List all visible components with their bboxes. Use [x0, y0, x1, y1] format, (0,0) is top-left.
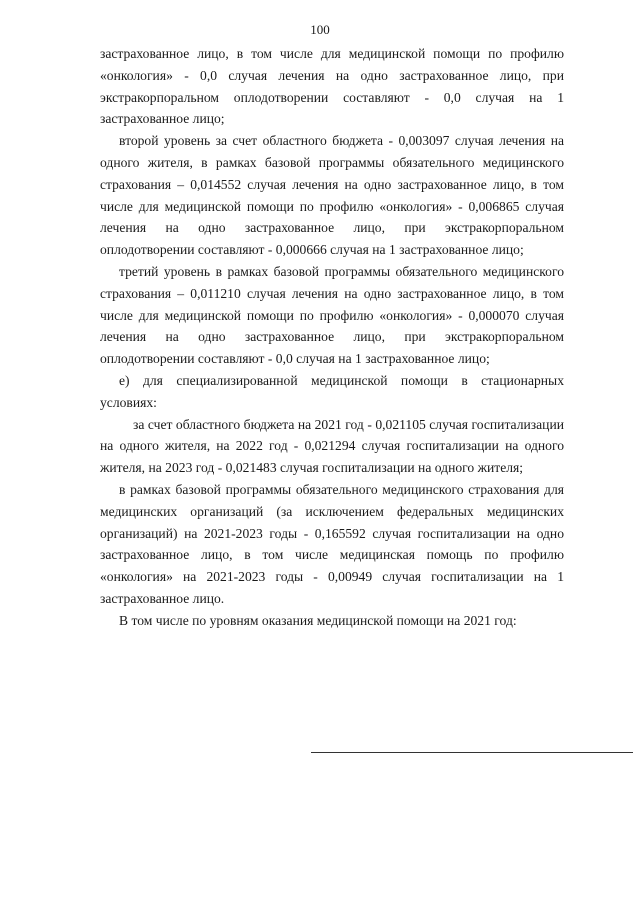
footnote-separator-line [311, 752, 633, 753]
paragraph-base-program: в рамках базовой программы обязательного медицинского страхования для медицинских организаций (за исключением федеральных медицинских организаций) на 2021-2023 годы - 0,165592 случая госпитализации на одно застрахованное лицо, в том числе медицинская помощь по профилю «онкология» на 2021-2023 годы - 0,00949 случая госпитализации на 1 застрахованное лицо. [100, 481, 564, 606]
paragraph-by-levels: В том числе по уровням оказания медицинской помощи на 2021 год: [119, 612, 517, 628]
paragraph-continuation: застрахованное лицо, в том числе для медицинской помощи по профилю «онкология» - 0,0 случая лечения на одно застрахованное лицо, при экстракорпоральном оплодотворении составляют - 0,0 случая на 1 застрахованное лицо; [100, 46, 564, 127]
paragraph-item-e: е) для специализированной медицинской помощи в стационарных условиях: [100, 372, 564, 410]
paragraph-third-level: третий уровень в рамках базовой программы обязательного медицинского страхования – 0,011210 случая лечения на одно застрахованное лицо, в том числе для медицинской помощи по профилю «онкология» - 0,000070 случая лечения на одно застрахованное лицо, при экстракорпоральном оплодотворении составляют - 0,0 случая на 1 застрахованное лицо; [100, 263, 564, 367]
document-body [100, 43, 564, 632]
page-number: 100 [310, 22, 330, 37]
paragraph-regional-budget: за счет областного бюджета на 2021 год - 0,021105 случая госпитализации на одного жителя, на 2022 год - 0,021294 случая госпитализации на одного жителя, на 2023 год - 0,021483 случая госпитализации на одного жителя; [100, 416, 564, 476]
paragraph-second-level: второй уровень за счет областного бюджета - 0,003097 случая лечения на одного жителя, в рамках базовой программы обязательного медицинского страхования – 0,014552 случая лечения на одно застрахованное лицо, в том числе для медицинской помощи по профилю «онкология» - 0,006865 случая лечения на одно застрахованное лицо, при экстракорпоральном оплодотворении составляют - 0,000666 случая на 1 застрахованное лицо; [100, 133, 564, 258]
